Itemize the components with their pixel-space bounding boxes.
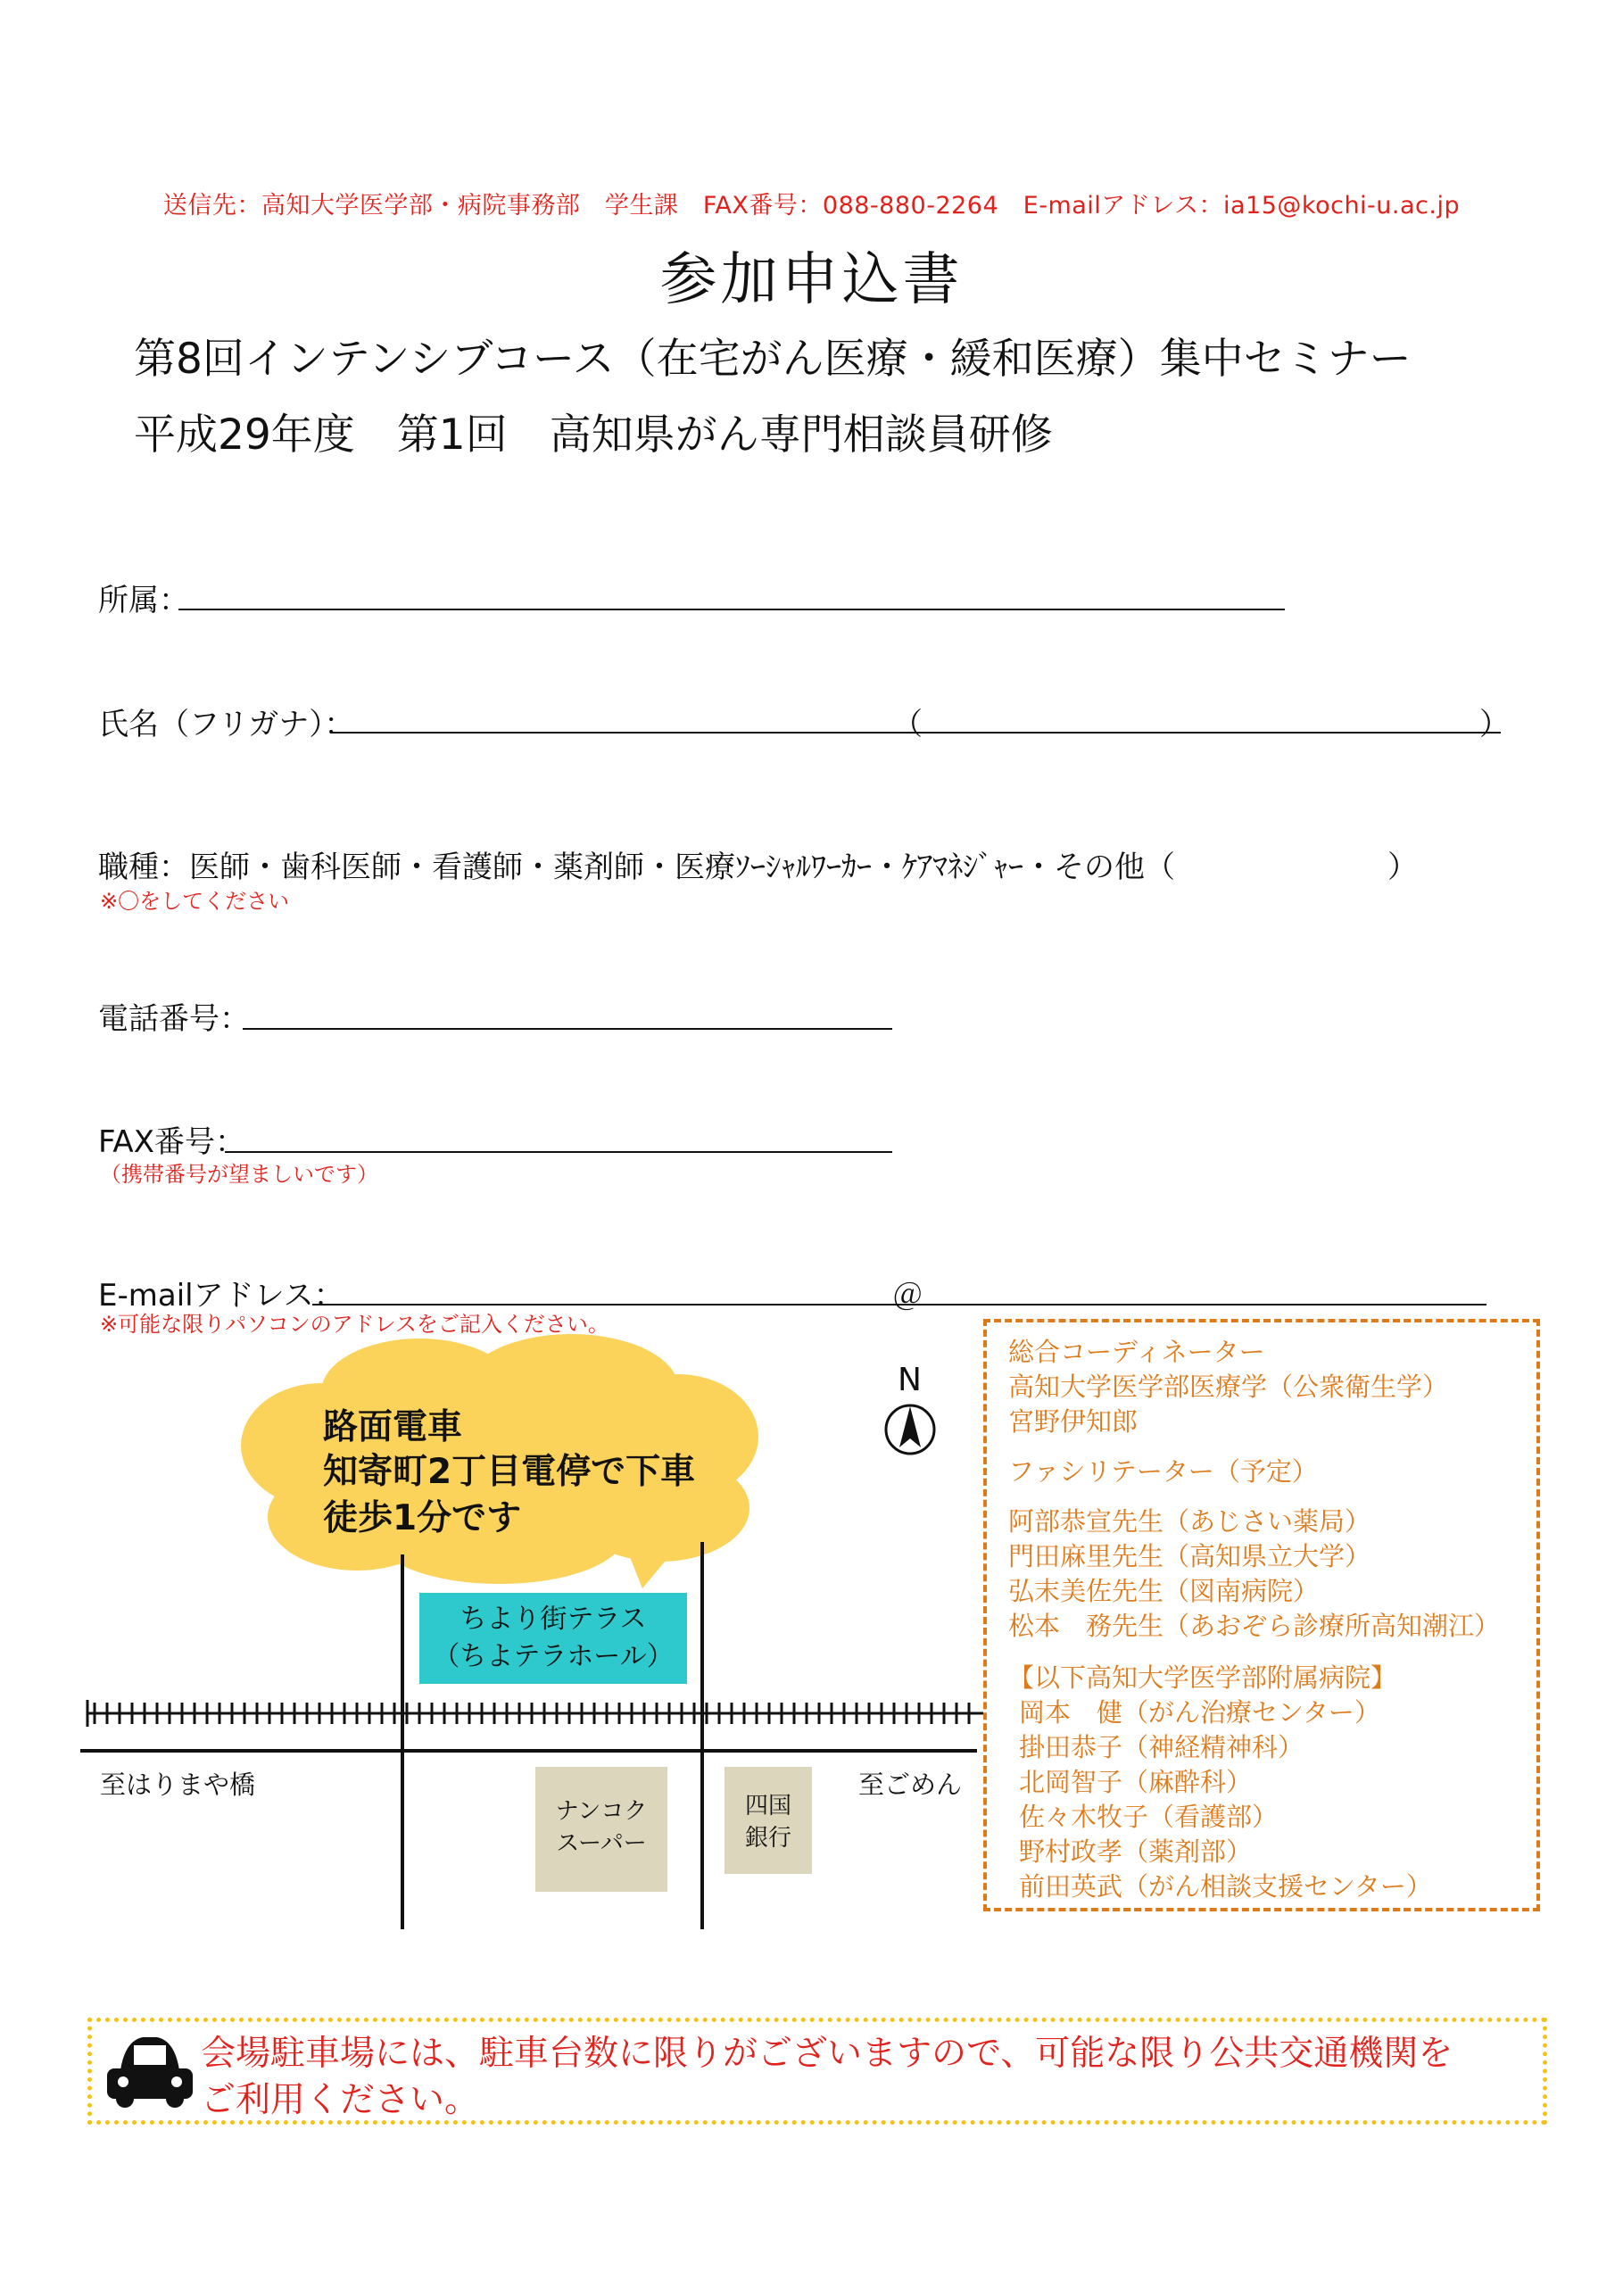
phone-label: 電話番号： — [98, 1001, 250, 1037]
send-to-line: 送信先：高知大学医学部・病院事務部 学生課 FAX番号：088-880-2264 E-mailアドレス：ia15@kochi-u.ac.jp — [162, 192, 1461, 220]
coordinator-line: ファシリテーター（予定） — [1008, 1456, 1318, 1487]
compass-icon — [886, 1405, 934, 1454]
bubble-line-2: 知寄町2丁目電停で下車 — [323, 1452, 696, 1492]
coordinator-line: 松本 務先生（あおぞら診療所高知潮江） — [1008, 1611, 1501, 1641]
job-note: ※〇をしてください — [100, 889, 290, 914]
coordinator-line: 野村政孝（薬剤部） — [1019, 1836, 1253, 1867]
coordinator-line: 佐々木牧子（看護部） — [1019, 1802, 1279, 1832]
shikoku-bank-label — [725, 1790, 812, 1854]
nankoku-supermarket-label — [535, 1795, 667, 1860]
bubble-line-1: 路面電車 — [323, 1407, 463, 1447]
coordinator-line: 阿部恭宣先生（あじさい薬局） — [1008, 1506, 1371, 1537]
venue-label — [419, 1601, 687, 1676]
page-title: 参加申込書 — [659, 247, 964, 313]
seminar-title: 第8回インテンシブコース（在宅がん医療・緩和医療）集中セミナー — [134, 335, 1412, 384]
fax-label: FAX番号： — [98, 1124, 245, 1160]
fax-note: （携帯番号が望ましいです） — [100, 1162, 378, 1187]
notice-line-2: ご利用ください。 — [201, 2080, 480, 2120]
training-title: 平成29年度 第1回 高知県がん専門相談員研修 — [134, 410, 1053, 460]
affiliation-label: 所属： — [98, 583, 189, 618]
north-label: N — [898, 1362, 922, 1398]
email-label: E-mailアドレス： — [98, 1278, 344, 1314]
store1-line-2: スーパー — [556, 1830, 647, 1857]
name-close-paren: ） — [1479, 707, 1510, 742]
coordinator-line: 高知大学医学部医療学（公衆衛生学） — [1008, 1372, 1449, 1402]
name-open-paren: （ — [892, 707, 923, 742]
store1-line-1: ナンコク — [555, 1798, 648, 1825]
coordinator-line: 【以下高知大学医学部附属病院】 — [1008, 1662, 1397, 1693]
coordinator-line: 門田麻里先生（高知県立大学） — [1008, 1541, 1371, 1571]
bubble-line-3: 徒歩1分です — [323, 1498, 522, 1538]
store2-line-1: 四国 — [744, 1793, 791, 1819]
notice-line-1: 会場駐車場には、駐車台数に限りがございますので、可能な限り公共交通機関を — [201, 2034, 1453, 2074]
name-label: 氏名（フリガナ）： — [98, 707, 355, 742]
right-destination: 至ごめん — [858, 1770, 963, 1800]
job-type-line[interactable]: 職種：医師・歯科医師・看護師・薬剤師・医療ｿｰｼｬﾙﾜｰｶｰ・ｹｱﾏﾈｼﾞｬｰ・その他（ ） — [98, 850, 1418, 885]
email-note: ※可能な限りパソコンのアドレスをご記入ください。 — [100, 1312, 609, 1337]
coordinator-line: 宮野伊知郎 — [1008, 1406, 1139, 1437]
coordinator-line: 北岡智子（麻酔科） — [1019, 1767, 1253, 1797]
email-at-sign: ＠ — [892, 1278, 923, 1314]
left-destination: 至はりまや橋 — [100, 1770, 256, 1800]
coordinator-line: 前田英武（がん相談支援センター） — [1019, 1871, 1432, 1902]
venue-name: ちより街テラス — [460, 1604, 647, 1635]
tram-track — [87, 1700, 983, 1727]
coordinator-line: 弘末美佐先生（図南病院） — [1008, 1576, 1320, 1606]
store2-line-2: 銀行 — [744, 1825, 791, 1852]
coordinator-line: 掛田恭子（神経精神科） — [1019, 1732, 1304, 1762]
coordinator-line: 総合コーディネーター — [1008, 1337, 1265, 1367]
venue-hall: （ちよテラホール） — [433, 1641, 674, 1672]
coordinator-line: 岡本 健（がん治療センター） — [1019, 1697, 1380, 1728]
